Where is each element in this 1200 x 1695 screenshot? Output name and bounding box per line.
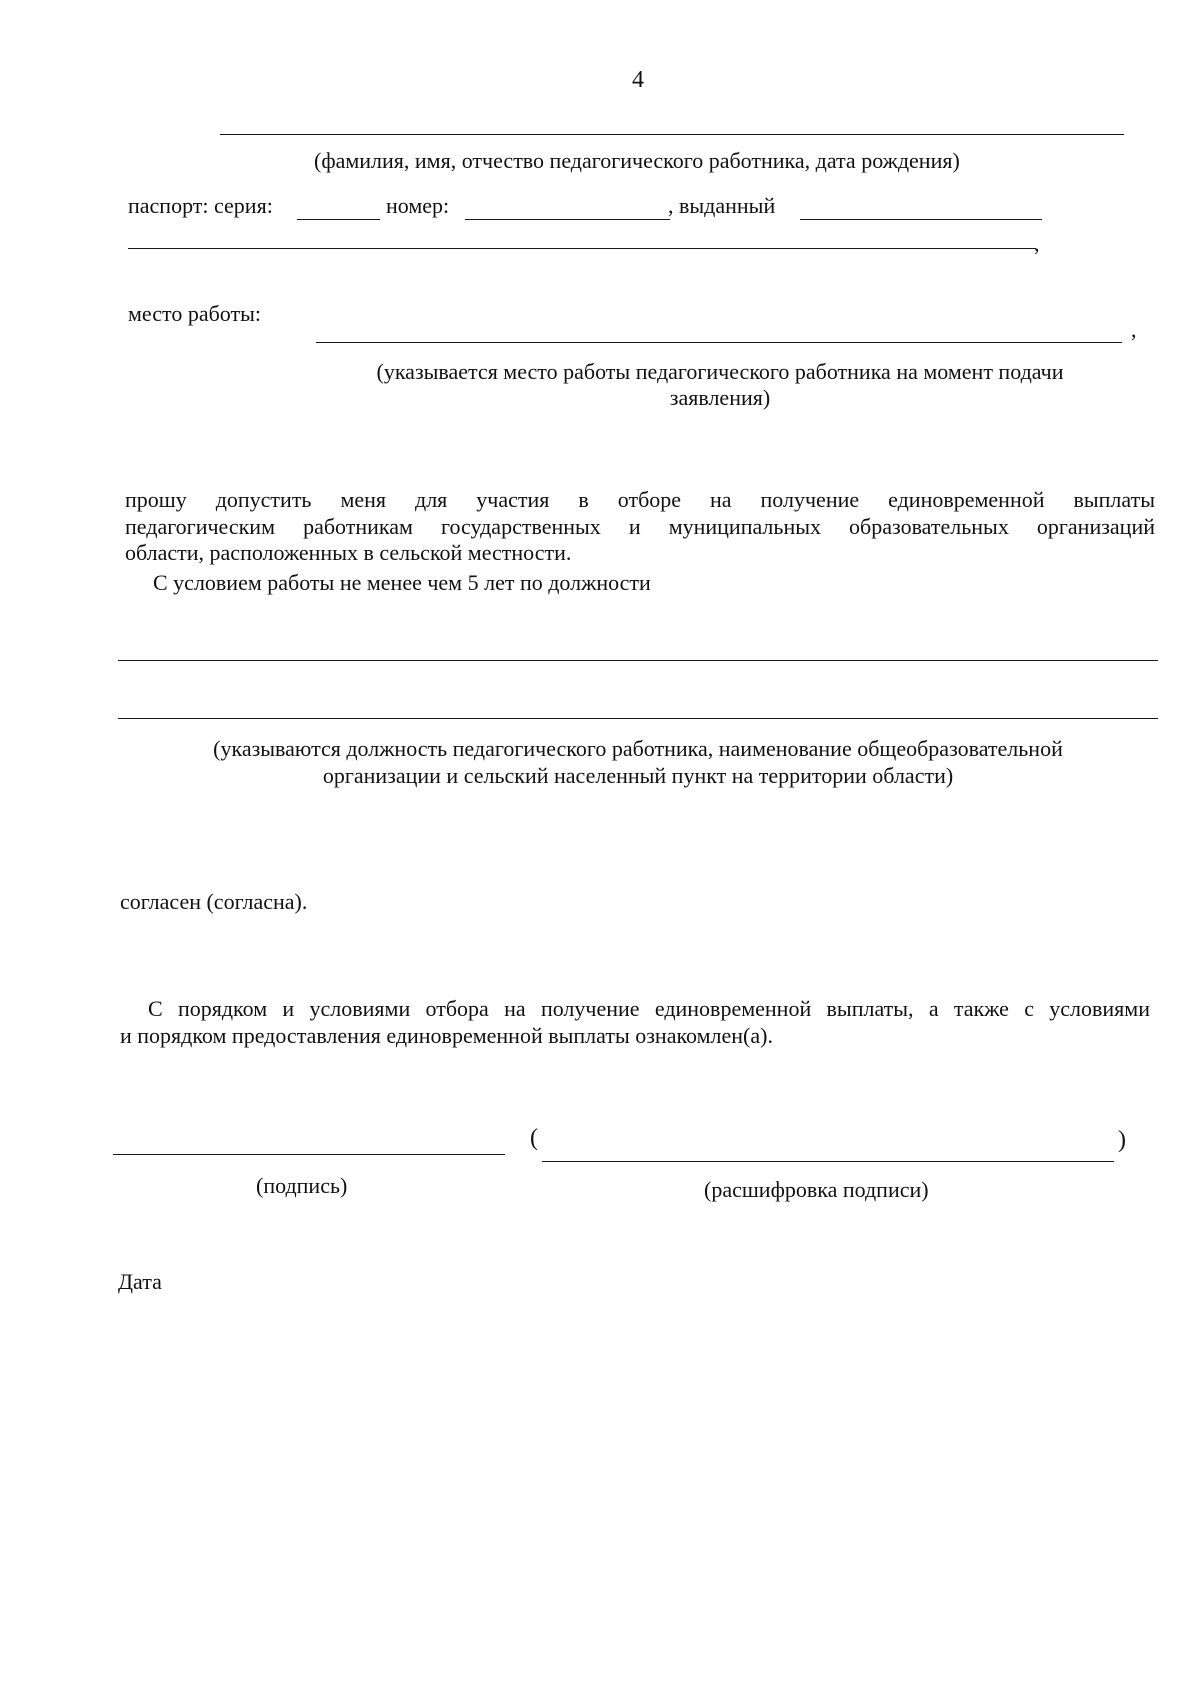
passport-series-field[interactable]	[297, 219, 380, 220]
agree-text: согласен (согласна).	[120, 889, 308, 914]
acknowledge-line1: С порядком и условиями отбора на получение единовременной выплаты, а также с условиями	[148, 996, 1150, 1021]
workplace-caption-line1: (указывается место работы педагогического работника на момент подачи	[376, 359, 1064, 384]
request-line2: педагогическим работникам государственных и муниципальных образовательных организаций	[125, 514, 1155, 539]
position-caption-line1: (указываются должность педагогического работника, наименование общеобразовательной	[213, 736, 1063, 761]
workplace-caption-line2: заявления)	[669, 385, 771, 410]
passport-issued-field[interactable]	[800, 219, 1042, 220]
signature-decoding-field[interactable]	[542, 1161, 1114, 1162]
request-condition: С условием работы не менее чем 5 лет по должности	[153, 570, 651, 595]
page-number: 4	[632, 67, 644, 93]
workplace-end-comma: ,	[1131, 317, 1137, 342]
workplace-field[interactable]	[316, 342, 1122, 343]
signature-caption: (подпись)	[256, 1173, 348, 1198]
passport-issued-label: , выданный	[668, 193, 776, 218]
request-line3: области, расположенных в сельской местности.	[125, 540, 572, 565]
position-caption-line2: организации и сельский населенный пункт на территории области)	[322, 763, 954, 788]
date-label: Дата	[118, 1269, 162, 1294]
passport-number-label: номер:	[386, 193, 450, 218]
passport-number-field[interactable]	[465, 219, 670, 220]
passport-end-comma: ,	[1034, 231, 1040, 256]
signature-decoding-caption: (расшифровка подписи)	[704, 1177, 929, 1202]
passport-issued-field-continued[interactable]	[128, 248, 1036, 249]
fio-caption: (фамилия, имя, отчество педагогического работника, дата рождения)	[314, 148, 960, 173]
request-line1: прошу допустить меня для участия в отборе на получение единовременной выплаты	[125, 487, 1155, 512]
fio-field-line[interactable]	[220, 134, 1124, 135]
signature-field[interactable]	[113, 1154, 505, 1155]
position-field-line1[interactable]	[118, 660, 1158, 661]
signature-close-paren: )	[1118, 1127, 1126, 1153]
position-field-line2[interactable]	[118, 718, 1158, 719]
acknowledge-line2: и порядком предоставления единовременной выплаты ознакомлен(а).	[120, 1023, 773, 1048]
signature-open-paren: (	[530, 1125, 538, 1151]
workplace-label: место работы:	[128, 301, 261, 326]
passport-series-label: паспорт: серия:	[128, 193, 273, 218]
